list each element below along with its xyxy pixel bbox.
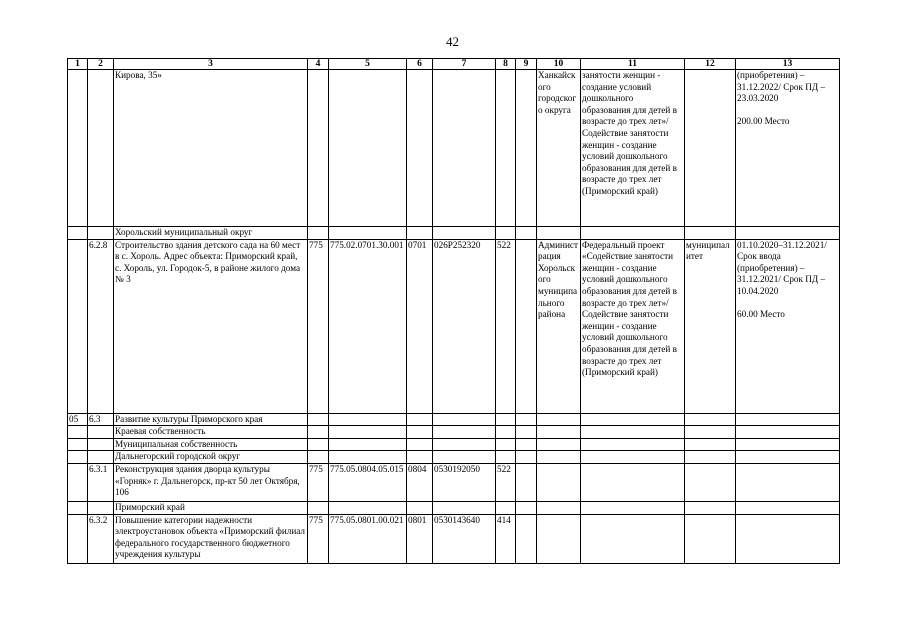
column-header: 9 [516,59,537,70]
code-cell: 0801 [407,514,433,563]
column-header: 2 [88,59,114,70]
section-heading-row [68,227,840,240]
code-cell: 522 [496,463,516,501]
page-number: 42 [446,34,459,49]
column-header: 3 [114,59,308,70]
row-number: 6.3.1 [88,463,114,501]
object-name-cell: Строительство здания детского сада на 60 мест в с. Хороль. Адрес объекта: Приморский край, с. Хороль, ул. Городок-5, в районе жилого дома № 3 [114,239,308,413]
code-cell: 522 [496,239,516,413]
administrator-cell: Администрация Хорольского муниципального района [537,239,581,413]
code-cell: 0701 [407,239,433,413]
column-header: 5 [329,59,407,70]
section-heading: Развитие культуры Приморского края [114,413,308,426]
table-row [68,70,840,227]
section-heading-row [68,451,840,464]
code-cell: 414 [496,514,516,563]
row-number: 6.3.2 [88,514,114,563]
code-cell: 775.02.0701.30.001 [329,239,407,413]
administrator-cell: Ханкайского городского округа [537,70,581,227]
dates-cell: 01.10.2020–31.12.2021/ Срок ввода (приобретения) – 31.12.2021/ Срок ПД – 10.04.2020 60.00 Место [736,239,840,413]
ownership-cell: муниципалитет [685,239,736,413]
table-row [68,239,840,413]
column-header: 8 [496,59,516,70]
code-cell: 775 [308,463,329,501]
row-code: 05 [68,413,88,426]
column-header: 12 [685,59,736,70]
header-row [68,59,840,70]
column-header: 4 [308,59,329,70]
object-name-cell: Реконструкция здания дворца культуры «Горняк» г. Дальнегорск, пр-кт 50 лет Октября, 106 [114,463,308,501]
section-heading-row [68,426,840,439]
table-row [68,463,840,501]
object-name-cell: Кирова, 35» [114,70,308,227]
code-cell: 775 [308,239,329,413]
code-cell: 775 [308,514,329,563]
column-header: 13 [736,59,840,70]
section-heading: Муниципальная собственность [114,438,308,451]
column-header: 6 [407,59,433,70]
column-header: 11 [581,59,685,70]
project-cell: Федеральный проект «Содействие занятости женщин - создание условий дошкольного образования для детей в возрасте до трех лет»/Содействие занятости женщин - создание условий дошкольного образования для детей в возрасте до трех лет (Приморский край) [581,239,685,413]
section-heading: Хорольский муниципальный округ [114,227,308,240]
section-heading: Дальнегорский городской округ [114,451,308,464]
column-header: 7 [433,59,496,70]
project-cell: занятости женщин - создание условий дошкольного образования для детей в возрасте до трех лет»/Содействие занятости женщин - создание условий дошкольного образования для детей в возрасте до трех лет (Приморский край) [581,70,685,227]
section-heading: Краевая собственность [114,426,308,439]
table-row [68,514,840,563]
dates-cell: (приобретения) – 31.12.2022/ Срок ПД – 23.03.2020 200.00 Место [736,70,840,227]
column-header: 1 [68,59,88,70]
section-heading-row [68,501,840,514]
code-cell: 775.05.0804.05.015 [329,463,407,501]
table-row [68,413,840,426]
code-cell: 026P252320 [433,239,496,413]
object-name-cell: Повышение категории надежности электроустановок объекта «Приморский филиал федерального государственного бюджетного учреждения культуры [114,514,308,563]
budget-table [67,58,840,564]
code-cell: 0530143640 [433,514,496,563]
row-number: 6.2.8 [88,239,114,413]
row-number: 6.3 [88,413,114,426]
section-heading: Приморский край [114,501,308,514]
section-heading-row [68,438,840,451]
column-header: 10 [537,59,581,70]
code-cell: 0530192050 [433,463,496,501]
code-cell: 775.05.0801.00.021 [329,514,407,563]
code-cell: 0804 [407,463,433,501]
